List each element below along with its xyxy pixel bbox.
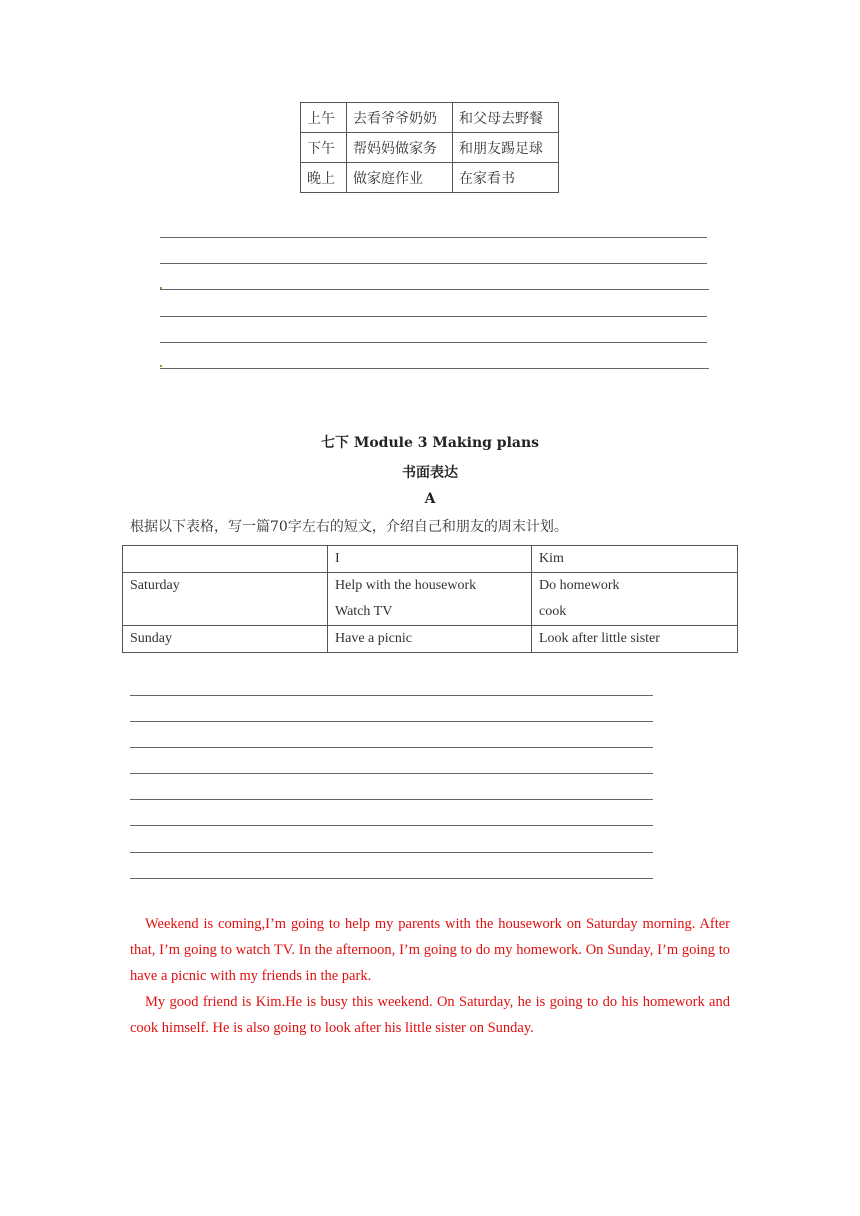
table-cell: 下午 — [301, 133, 347, 163]
writing-line — [160, 368, 709, 369]
writing-line — [160, 237, 707, 238]
my-plan-cell — [328, 573, 532, 626]
section-title: 书面表达 — [402, 465, 458, 481]
writing-line — [130, 721, 653, 722]
writing-line — [130, 878, 653, 879]
table-row — [301, 133, 559, 163]
my-plan-cell — [328, 626, 532, 653]
header-cell: I — [328, 546, 532, 573]
module-title: 七下 Module 3 Making plans — [320, 435, 540, 451]
day-label: Saturday — [130, 578, 180, 593]
answer-paragraph: Weekend is coming,I’m going to help my parents with the housework on Saturday morning. After that, I’m going to watch TV. In the afternoon, I’m going to do my homework. On Sunday, I’m going to have a picnic with my friends in the park. — [130, 916, 730, 984]
writing-line — [160, 263, 707, 264]
plan-item: Do homework — [539, 578, 620, 593]
instruction-text: 根据以下表格，写一篇70字左右的短文，介绍自己和朋友的周末计划。 — [130, 519, 568, 535]
plan-item: Help with the housework — [335, 578, 477, 593]
writing-line — [130, 852, 653, 853]
table-cell: 帮妈妈做家务 — [347, 133, 453, 163]
table-header-row — [123, 546, 738, 573]
table-cell: 和父母去野餐 — [453, 103, 559, 133]
writing-line — [130, 799, 653, 800]
table-row — [301, 163, 559, 193]
writing-line — [160, 316, 707, 317]
table-row — [301, 103, 559, 133]
table-cell: 去看爷爷奶奶 — [347, 103, 453, 133]
table-cell: 和朋友踢足球 — [453, 133, 559, 163]
kim-plan-cell — [532, 626, 738, 653]
kim-plan-cell — [532, 573, 738, 626]
plan-item: Watch TV — [335, 604, 393, 619]
table-row — [123, 573, 738, 626]
day-cell — [123, 573, 328, 626]
writing-line — [160, 289, 709, 290]
marker-dot — [160, 365, 162, 367]
table-cell: 晚上 — [301, 163, 347, 193]
plan-item: Look after little sister — [539, 631, 660, 646]
writing-line — [130, 773, 653, 774]
table-row — [123, 626, 738, 653]
writing-line — [130, 747, 653, 748]
day-label: Sunday — [130, 631, 172, 646]
writing-line — [130, 695, 653, 696]
writing-line — [130, 825, 653, 826]
weekend-plan-table — [122, 545, 738, 653]
header-cell — [123, 546, 328, 573]
table-cell: 做家庭作业 — [347, 163, 453, 193]
weekend-plan-table-cn — [300, 102, 559, 193]
plan-item: cook — [539, 604, 567, 619]
day-cell — [123, 626, 328, 653]
table-cell: 在家看书 — [453, 163, 559, 193]
header-cell: Kim — [532, 546, 738, 573]
model-answer — [130, 911, 730, 1041]
plan-item: Have a picnic — [335, 631, 412, 646]
table-cell: 上午 — [301, 103, 347, 133]
part-label: A — [424, 491, 436, 507]
answer-paragraph: My good friend is Kim.He is busy this weekend. On Saturday, he is going to do his homework and cook himself. He is also going to look after his little sister on Sunday. — [130, 994, 730, 1036]
writing-line — [160, 342, 707, 343]
